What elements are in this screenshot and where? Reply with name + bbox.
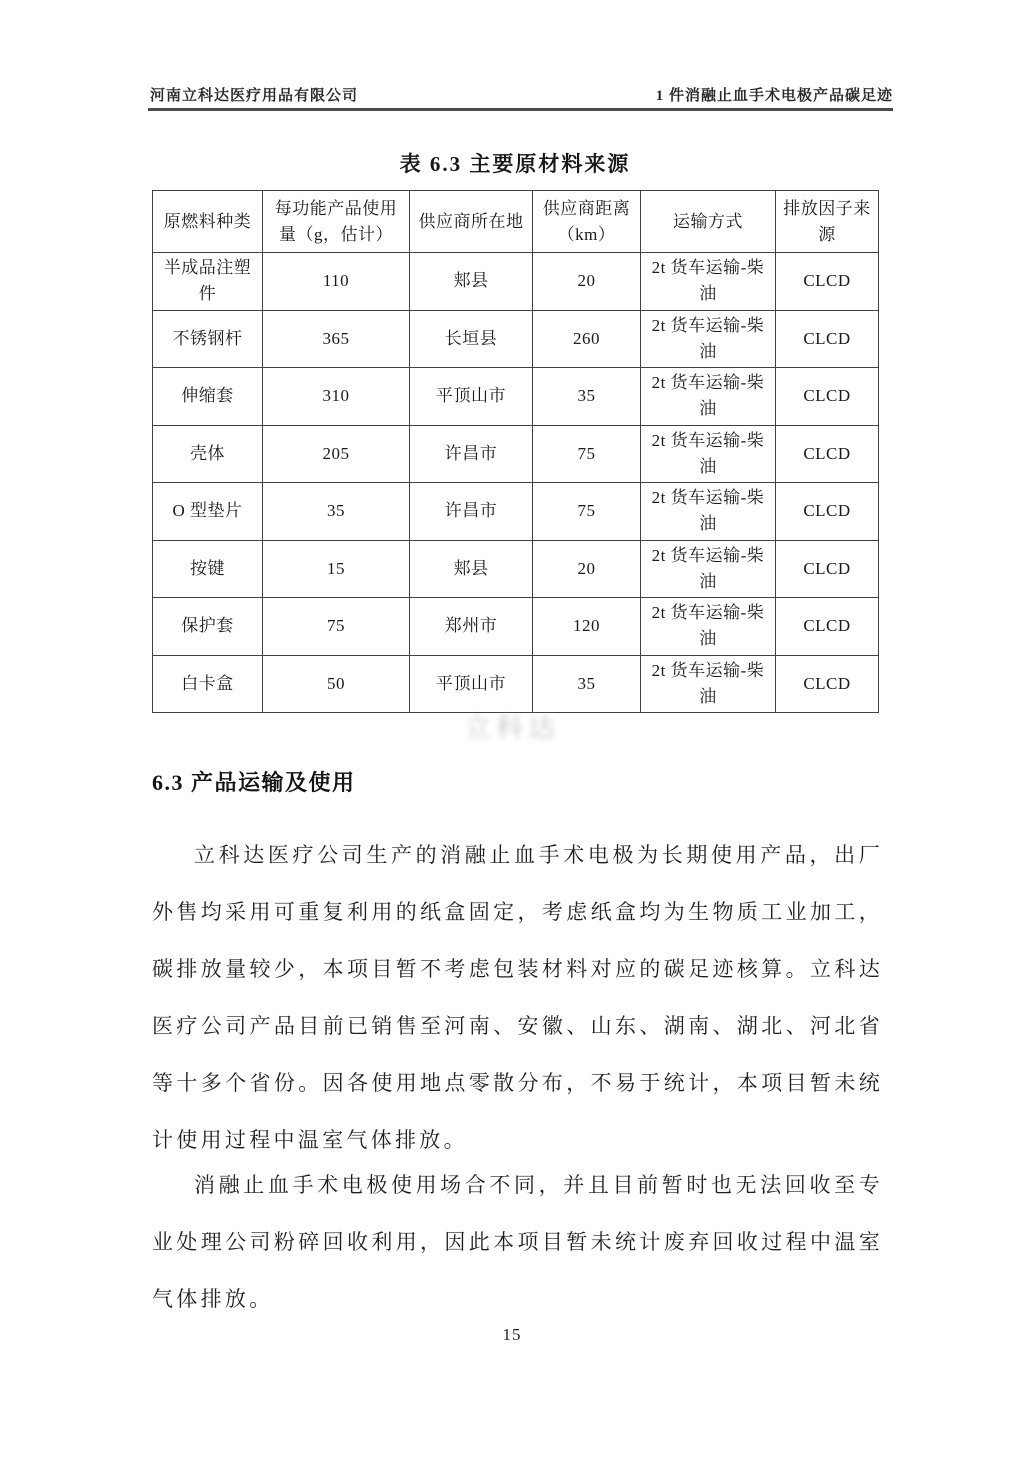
- table-cell: 75: [533, 425, 641, 483]
- page-number: 15: [502, 1325, 522, 1344]
- table-cell: 许昌市: [410, 425, 533, 483]
- table-cell: CLCD: [776, 368, 879, 426]
- table-cell: 110: [263, 253, 410, 311]
- table-cell: 郏县: [410, 253, 533, 311]
- table-cell: 2t 货车运输-柴油: [641, 540, 776, 598]
- table-row: [153, 368, 879, 426]
- table-cell: 伸缩套: [153, 368, 263, 426]
- header-document-title: 1 件消融止血手术电极产品碳足迹: [655, 88, 893, 104]
- table-cell: 310: [263, 368, 410, 426]
- table-cell: 郏县: [410, 540, 533, 598]
- materials-source-table: [152, 190, 879, 713]
- table-cell: CLCD: [776, 483, 879, 541]
- table-cell: CLCD: [776, 310, 879, 368]
- table-cell: 2t 货车运输-柴油: [641, 483, 776, 541]
- running-header: [150, 84, 893, 105]
- column-header-emission-factor: 排放因子来源: [776, 191, 879, 253]
- table-cell: 205: [263, 425, 410, 483]
- table-cell: 郑州市: [410, 598, 533, 656]
- table-header-row: [153, 191, 879, 253]
- table-row: [153, 253, 879, 311]
- column-header-distance: 供应商距离（km）: [533, 191, 641, 253]
- header-company-name: 河南立科达医疗用品有限公司: [150, 88, 359, 104]
- table-cell: 35: [263, 483, 410, 541]
- table-cell: 半成品注塑件: [153, 253, 263, 311]
- table-row: [153, 540, 879, 598]
- table-cell: 2t 货车运输-柴油: [641, 425, 776, 483]
- table-row: [153, 655, 879, 713]
- table-cell: 不锈钢杆: [153, 310, 263, 368]
- table-caption: 表 6.3 主要原材料来源: [399, 152, 631, 176]
- column-header-material: 原燃料种类: [153, 191, 263, 253]
- table-cell: 20: [533, 540, 641, 598]
- table-cell: 长垣县: [410, 310, 533, 368]
- header-rule: [148, 108, 893, 111]
- column-header-usage: 每功能产品使用量（g，估计）: [263, 191, 410, 253]
- table-cell: 许昌市: [410, 483, 533, 541]
- section-heading: 6.3 产品运输及使用: [152, 770, 356, 795]
- table-cell: 壳体: [153, 425, 263, 483]
- table-cell: 按键: [153, 540, 263, 598]
- table-row: [153, 310, 879, 368]
- table-cell: 白卡盒: [153, 655, 263, 713]
- table-cell: CLCD: [776, 655, 879, 713]
- table-cell: 15: [263, 540, 410, 598]
- table-cell: 75: [533, 483, 641, 541]
- table-cell: O 型垫片: [153, 483, 263, 541]
- table-cell: CLCD: [776, 253, 879, 311]
- table-cell: 35: [533, 368, 641, 426]
- table-cell: 20: [533, 253, 641, 311]
- table-cell: 2t 货车运输-柴油: [641, 253, 776, 311]
- table-cell: 2t 货车运输-柴油: [641, 310, 776, 368]
- table-cell: 2t 货车运输-柴油: [641, 368, 776, 426]
- table-cell: 平顶山市: [410, 655, 533, 713]
- column-header-transport: 运输方式: [641, 191, 776, 253]
- table-row: [153, 483, 879, 541]
- table-cell: 平顶山市: [410, 368, 533, 426]
- table-cell: CLCD: [776, 425, 879, 483]
- table-cell: CLCD: [776, 598, 879, 656]
- table-cell: 35: [533, 655, 641, 713]
- table-cell: 120: [533, 598, 641, 656]
- body-paragraph-recycle: 消融止血手术电极使用场合不同，并且目前暂时也无法回收至专业处理公司粉碎回收利用，因此本项目暂未统计废弃回收过程中温室气体排放。: [152, 1173, 883, 1311]
- table-cell: 2t 货车运输-柴油: [641, 655, 776, 713]
- body-paragraph-transport: 立科达医疗公司生产的消融止血手术电极为长期使用产品，出厂外售均采用可重复利用的纸盒固定，考虑纸盒均为生物质工业加工，碳排放量较少，本项目暂不考虑包装材料对应的碳足迹核算。立科达医疗公司产品目前已销售至河南、安徽、山东、湖南、湖北、河北省等十多个省份。因各使用地点零散分布，不易于统计，本项目暂未统计使用过程中温室气体排放。: [152, 843, 883, 1152]
- table-cell: 365: [263, 310, 410, 368]
- table-cell: 2t 货车运输-柴油: [641, 598, 776, 656]
- table-row: [153, 425, 879, 483]
- table-cell: 75: [263, 598, 410, 656]
- table-cell: CLCD: [776, 540, 879, 598]
- table-cell: 保护套: [153, 598, 263, 656]
- table-row: [153, 598, 879, 656]
- scan-watermark: 立科达: [464, 713, 560, 743]
- table-cell: 260: [533, 310, 641, 368]
- column-header-supplier-location: 供应商所在地: [410, 191, 533, 253]
- table-cell: 50: [263, 655, 410, 713]
